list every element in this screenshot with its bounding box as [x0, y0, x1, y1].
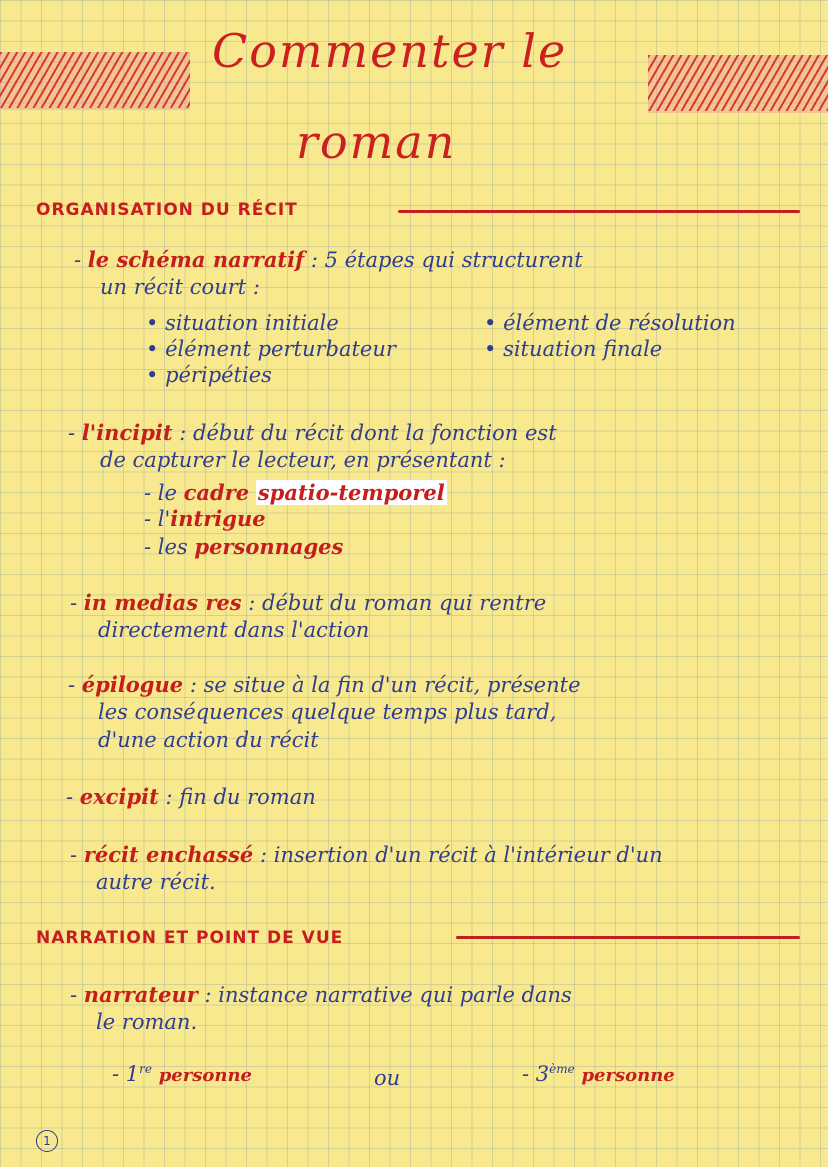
- schema-dash: -: [74, 248, 82, 272]
- schema-line1: [74, 247, 583, 272]
- schema-item: • situation initiale: [146, 311, 339, 335]
- excipit-line1: - excipit : fin du roman: [66, 784, 316, 809]
- schema-line2: [100, 275, 260, 299]
- first-person: - 1re personne: [112, 1062, 252, 1086]
- excipit-term: excipit: [79, 784, 159, 809]
- entry-excipit: [66, 784, 816, 816]
- epilogue-line2: les conséquences quelque temps plus tard,: [98, 700, 557, 724]
- entry-recit-enchasse: [70, 842, 820, 902]
- entry-incipit: [68, 420, 818, 570]
- narrateur-term: narrateur: [83, 982, 198, 1007]
- imr-term: in medias res: [83, 590, 242, 615]
- schema-item: • élément de résolution: [484, 311, 736, 335]
- section-rule-narration: [456, 936, 800, 939]
- incipit-item: - les personnages: [144, 534, 344, 559]
- schema-item: • situation finale: [484, 337, 663, 361]
- incipit-term: l'incipit: [81, 420, 173, 445]
- epilogue-line1: - épilogue : se situe à la fin d'un récit, présente: [68, 672, 581, 697]
- entry-schema-narratif: [74, 247, 814, 397]
- incipit-def2: de capturer le lecteur, en présentant :: [100, 448, 506, 472]
- imr-line1: - in medias res : début du roman qui rentre: [70, 590, 547, 615]
- highlight-mark: spatio-temporel: [257, 480, 445, 505]
- persons-row: [112, 1062, 812, 1102]
- entry-narrateur: [70, 982, 820, 1042]
- page-title-line1: Commenter le: [212, 24, 568, 78]
- page-title-line2: roman: [296, 115, 457, 169]
- imr-line2: directement dans l'action: [98, 618, 370, 642]
- entry-epilogue: [68, 672, 818, 762]
- enchasse-line2: autre récit.: [96, 870, 216, 894]
- enchasse-line1: - récit enchassé : insertion d'un récit à l'intérieur d'un: [70, 842, 663, 867]
- schema-item: • élément perturbateur: [146, 337, 396, 361]
- narrateur-line1: - narrateur : instance narrative qui parle dans: [70, 982, 572, 1007]
- page-number: 1: [36, 1130, 58, 1152]
- enchasse-term: récit enchassé: [83, 842, 254, 867]
- left-hatch-decoration: [0, 52, 190, 108]
- epilogue-line3: d'une action du récit: [98, 728, 319, 752]
- or-label: ou: [374, 1066, 401, 1090]
- incipit-line1: [68, 420, 557, 445]
- schema-def1: : 5 étapes qui structurent: [310, 248, 583, 272]
- schema-term: le schéma narratif: [87, 247, 305, 272]
- epilogue-term: épilogue: [81, 672, 184, 697]
- incipit-line2: [100, 448, 506, 472]
- schema-def2: un récit court :: [100, 275, 260, 299]
- third-person: - 3ème personne: [522, 1062, 675, 1086]
- section-heading-organisation: ORGANISATION DU RÉCIT: [36, 200, 298, 220]
- schema-item: • péripéties: [146, 363, 272, 387]
- incipit-dash: -: [68, 421, 76, 445]
- entry-in-medias-res: [70, 590, 820, 650]
- narrateur-line2: le roman.: [96, 1010, 198, 1034]
- right-hatch-decoration: [648, 55, 828, 111]
- incipit-def1: : début du récit dont la fonction est: [179, 421, 557, 445]
- section-rule-organisation: [398, 210, 800, 213]
- section-heading-narration: NARRATION ET POINT DE VUE: [36, 928, 344, 948]
- incipit-item: - le cadre spatio-temporel: [144, 480, 445, 505]
- incipit-item: - l'intrigue: [144, 506, 266, 531]
